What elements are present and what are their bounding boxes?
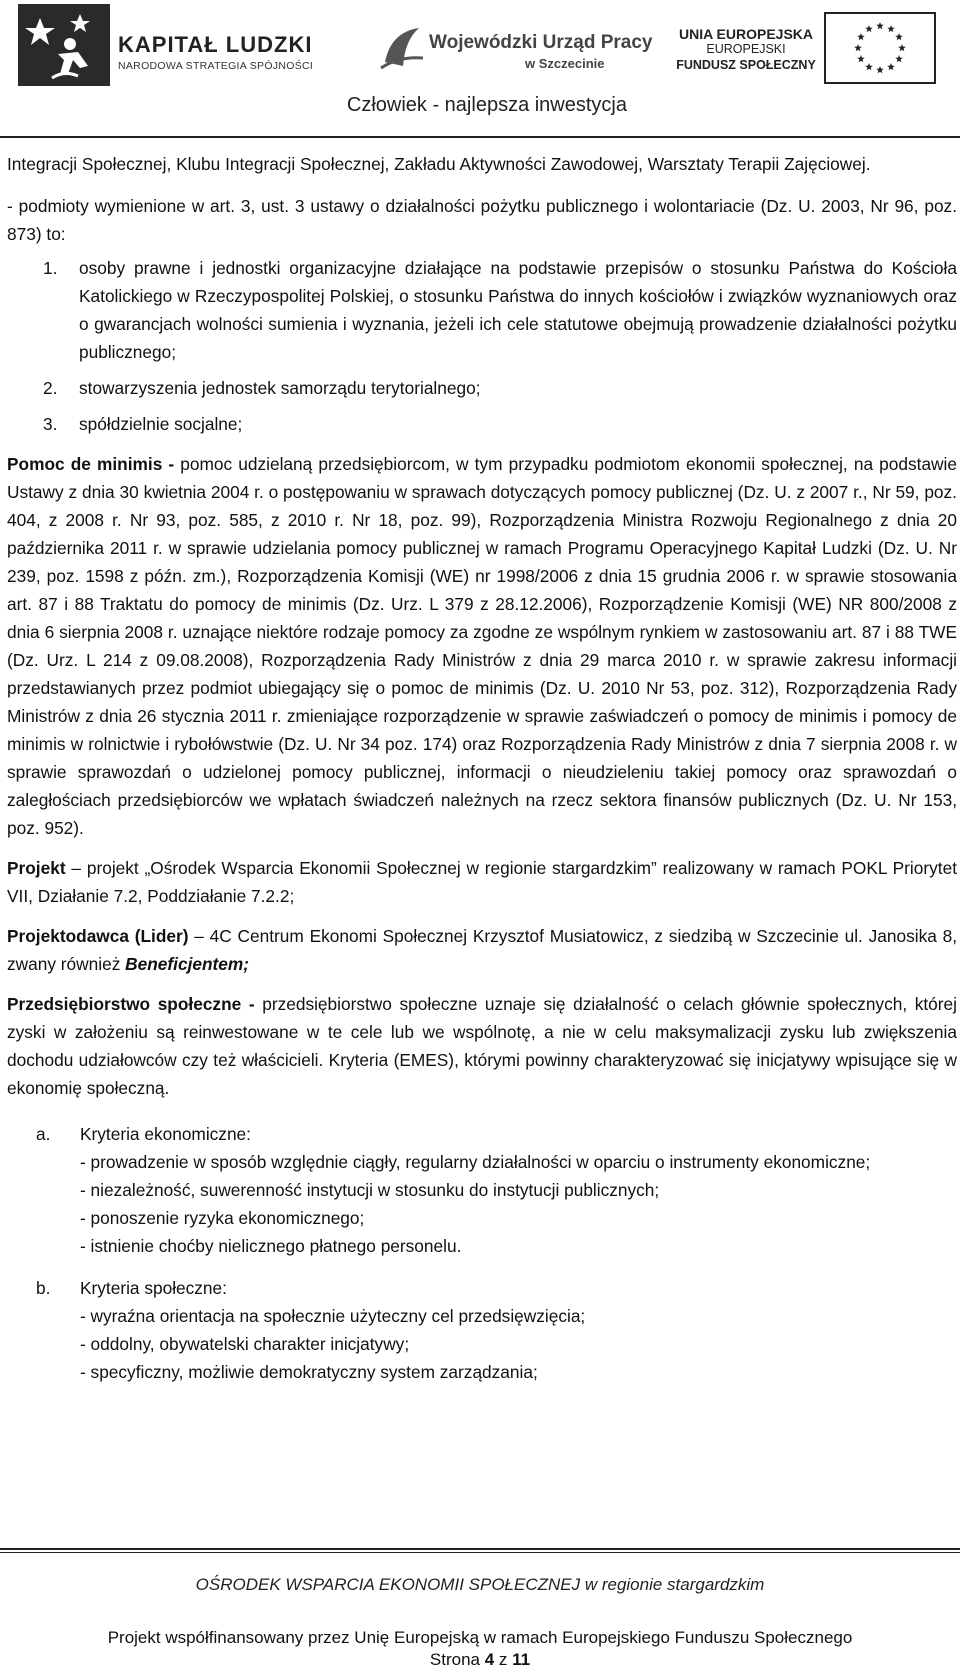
criteria-item: - prowadzenie w sposób względnie ciągły, regularny działalności w oparciu o instrumenty ekonomiczne; [80,1152,871,1172]
kapital-ludzki-logo [18,4,348,86]
term-przedsiebiorstwo: Przedsiębiorstwo społeczne - [7,994,255,1014]
kl-subtitle: NARODOWA STRATEGIA SPÓJNOŚCI [118,60,314,72]
eu-line-1: UNIA EUROPEJSKA [678,26,814,42]
paragraph-entities: - podmioty wymienione w art. 3, ust. 3 ustawy o działalności pożytku publicznego i wolontariacie (Dz. U. 2003, Nr 96, poz. 873) to: [7,196,957,244]
list-text: spółdzielnie socjalne; [79,414,243,434]
eu-flag-icon [824,12,936,84]
list-item [7,374,957,402]
header-divider [0,136,960,138]
criteria-item: - oddolny, obywatelski charakter inicjatywy; [80,1334,410,1354]
criteria-item: - specyficzny, możliwie demokratyczny system zarządzania; [80,1362,538,1382]
criteria-letter: a. [36,1124,51,1144]
tagline: Człowiek - najlepsza inwestycja [346,94,627,116]
paragraph-projekt [7,854,957,910]
list-item [7,254,957,366]
definition-projekt: – projekt „Ośrodek Wsparcia Ekonomii Społecznej w regionie stargardzkim” realizowany w ramach POKL Priorytet VII, Działanie 7.2, Poddziałanie 7.2.2; [7,858,957,906]
page-current: 4 [484,1650,495,1669]
criteria-item: - istnienie choćby nielicznego płatnego personelu. [80,1236,462,1256]
page-number [0,1650,960,1670]
list-number: 1. [43,258,58,278]
eu-line-3: FUNDUSZ SPOŁECZNY [676,58,816,72]
list-number: 2. [43,378,58,398]
wup-subtitle: w Szczecinie [525,56,605,71]
eu-line-2: EUROPEJSKI [706,42,786,56]
list-text: osoby prawne i jednostki organizacyjne działające na podstawie przepisów o stosunku Państwa do Kościoła Katolickiego w Rzeczypospolitej Polskiej, o stosunku Państwa do innych kościołów i związków wyznaniowych oraz o gwarancjach wolności sumienia i wyznania, jeżeli ich cele statutowe obejmują prowadzenie działalności pożytku publicznego; [79,258,957,362]
criteria-item: - ponoszenie ryzyka ekonomicznego; [80,1208,365,1228]
paragraph-przedsiebiorstwo [7,990,957,1102]
list-number: 3. [43,414,58,434]
page-header [0,0,960,128]
page-total: 11 [512,1650,531,1669]
footer-center-name: OŚRODEK WSPARCIA EKONOMII SPOŁECZNEJ w regionie stargardzkim [195,1575,765,1594]
footer-cofinance-note: Projekt współfinansowany przez Unię Europejską w ramach Europejskiego Funduszu Społecznego [107,1628,853,1647]
criteria-letter: b. [36,1278,51,1298]
criteria-item: - wyraźna orientacja na społecznie użyteczny cel przedsięwzięcia; [80,1306,586,1326]
footer-divider [0,1548,960,1550]
page-mid: z [494,1650,513,1669]
term-projekt: Projekt [7,858,66,878]
paragraph-integration: Integracji Społecznej, Klubu Integracji Społecznej, Zakładu Aktywności Zawodowej, Warsztaty Terapii Zajęciowej. [7,154,871,174]
beneficjent-emphasis: Beneficjentem; [125,954,250,974]
definition-projektodawca: – 4C Centrum Ekonomi Społecznej Krzysztof Musiatowicz, z siedzibą w Szczecinie ul. Janosika 8, zwany również [7,926,957,974]
criteria-group [36,1274,957,1386]
paragraph-de-minimis [7,450,957,842]
document-body [7,150,957,1386]
list-text: stowarzyszenia jednostek samorządu terytorialnego; [79,378,481,398]
term-projektodawca: Projektodawca (Lider) [7,926,189,946]
definition-przedsiebiorstwo: przedsiębiorstwo społeczne uznaje się działalność o celach głównie społecznych, której zyski w założeniu są reinwestowane w te cele lub we wspólnotę, a nie w celu maksymalizacji zysku lub zwiększenia dochodu udziałowców czy też właścicieli. Kryteria (EMES), którymi powinny charakteryzować się inicjatywy wpisujące się w ekonomię społeczną. [7,994,957,1098]
list-item [7,410,957,438]
wup-logo [375,12,665,82]
paragraph-projektodawca [7,922,957,978]
criteria-item: - niezależność, suwerenność instytucji w stosunku do instytucji publicznych; [80,1180,660,1200]
kapital-ludzki-emblem-icon [18,4,110,86]
wup-title: Wojewódzki Urząd Pracy [429,32,653,53]
definition-de-minimis: pomoc udzielaną przedsiębiorcom, w tym przypadku podmiotom ekonomii społecznej, na podstawie Ustawy z dnia 30 kwietnia 2004 r. o postępowaniu w sprawach dotyczących pomocy publicznej (Dz. U. z 2007 r., Nr 59, poz. 404, z 2008 r. Nr 93, poz. 585, z 2010 r. Nr 18, poz. 99), Rozporządzenia Ministra Rozwoju Regionalnego z dnia 20 października 2011 r. w sprawie udzielania pomocy publicznej w ramach Programu Operacyjnego Kapitał Ludzki (Dz. U. Nr 239, poz. 1598 z późn. zm.), Rozporządzenia Komisji (WE) nr 1998/2006 z dnia 15 grudnia 2006 r. w sprawie stosowania art. 87 i 88 Traktatu do pomocy de minimis (Dz. Urz. L 379 z 28.12.2006), Rozporządzenie Komisji (WE) NR 800/2008 z dnia 6 sierpnia 2008 r. uznające niektóre rodzaje pomocy za zgodne ze wspólnym rynkiem w zastosowaniu art. 87 i 88 TWE (Dz. Urz. L 214 z 09.08.2008), Rozporządzenia Rady Ministrów z dnia 29 marca 2010 r. w sprawie zakresu informacji przedstawianych przez podmiot ubiegający się o pomoc de minimis (Dz. U. 2010 Nr 53, poz. 312), Rozporządzenia Rady Ministrów z dnia 26 stycznia 2011 r. zmieniające rozporządzenie w sprawie zaświadczeń o pomocy de minimis i pomocy de minimis w rolnictwie i rybołówstwie (Dz. U. Nr 34 poz. 174) oraz Rozporządzenia Rady Ministrów z dnia 7 sierpnia 2008 r. w sprawie sprawozdań o udzielonej pomocy publicznej, informacji o nieudzieleniu takiej pomocy oraz sprawozdań o zaległościach przedsiębiorców we wpłatach świadczeń należnych na rzecz sektora finansów publicznych (Dz. U. Nr 153, poz. 952). [7,454,957,838]
criteria-heading: Kryteria ekonomiczne: [80,1124,251,1144]
criteria-heading: Kryteria społeczne: [80,1278,227,1298]
kl-title: KAPITAŁ LUDZKI [118,32,313,57]
page-prefix: Strona [429,1650,485,1669]
term-de-minimis: Pomoc de minimis - [7,454,175,474]
wup-emblem-icon [379,22,425,72]
footer-divider-thin [0,1552,960,1553]
criteria-group [36,1120,957,1260]
eu-logo [676,12,946,82]
